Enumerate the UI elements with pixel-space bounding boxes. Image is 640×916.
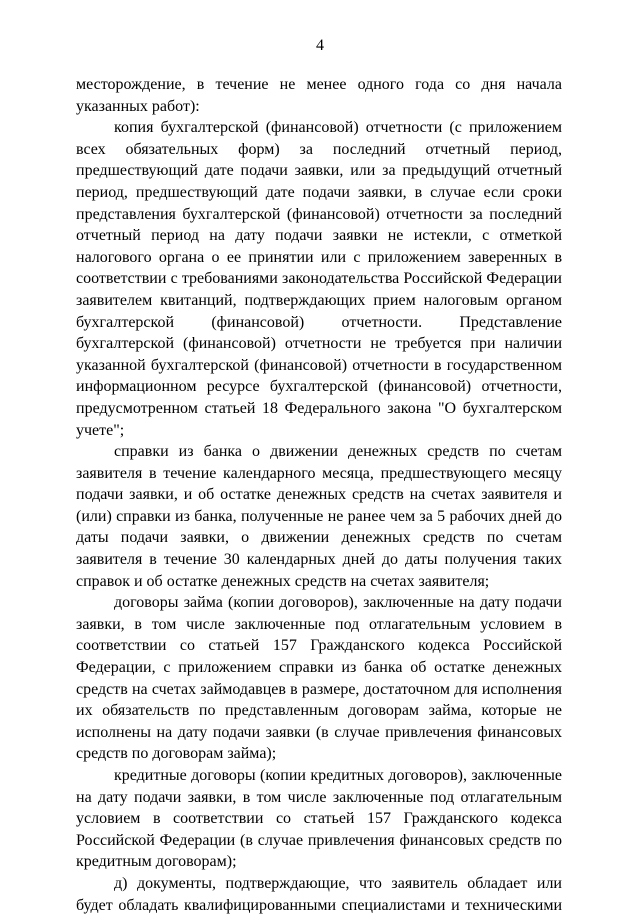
- paragraph-credit-agreements: кредитные договоры (копии кредитных договоров), заключенные на дату подачи заявки, в том числе заключенные под отлагательным условием в соответствии со статьей 157 Гражданского кодекса Российской Федерации (в случае привлечения финансовых средств по кредитным договорам);: [76, 767, 562, 871]
- paragraph-loan-agreements: договоры займа (копии договоров), заключенные на дату подачи заявки, в том числе заключенные под отлагательным условием в соответствии со статьей 157 Гражданского кодекса Российской Федерации, с приложением справки из банка об остатке денежных средств на счетах займодавцев в размере, достаточном для исполнения их обязательств по представленным договорам займа, которые не исполнены на дату подачи заявки (в случае привлечения финансовых средств по договорам займа);: [76, 594, 562, 763]
- document-body: [76, 74, 562, 916]
- paragraph-continuation: месторождение, в течение не менее одного года со дня начала указанных работ):: [76, 76, 562, 115]
- paragraph-item-d: д) документы, подтверждающие, что заявитель обладает или будет обладать квалифицированными специалистами и техническими: [76, 874, 562, 914]
- page-number: 4: [316, 37, 324, 54]
- paragraph-accounting-statements: копия бухгалтерской (финансовой) отчетности (с приложением всех обязательных форм) за последний отчетный период, предшествующий дате подачи заявки, или за предыдущий отчетный период, предшествующий дате подачи заявки, в случае если сроки представления бухгалтерской (финансовой) отчетности за последний отчетный период на дату подачи заявки не истекли, с отметкой налогового органа о ее принятии или с приложением заверенных в соответствии с требованиями законодательства Российской Федерации заявителем квитанций, подтверждающих прием налоговым органом бухгалтерской (финансовой) отчетности. Представление бухгалтерской (финансовой) отчетности не требуется при наличии указанной бухгалтерской (финансовой) отчетности в государственном информационном ресурсе бухгалтерской (финансовой) отчетности, предусмотренном статьей 18 Федерального закона "О бухгалтерском учете";: [76, 119, 562, 439]
- paragraph-bank-statements: справки из банка о движении денежных средств по счетам заявителя в течение календарного месяца, предшествующего месяцу подачи заявки, и об остатке денежных средств на счетах заявителя и (или) справки из банка, полученные не ранее чем за 5 рабочих дней до даты подачи заявки, о движении денежных средств по счетам заявителя в течение 30 календарных дней до даты получения таких справок и об остатке денежных средств на счетах заявителя;: [76, 443, 562, 590]
